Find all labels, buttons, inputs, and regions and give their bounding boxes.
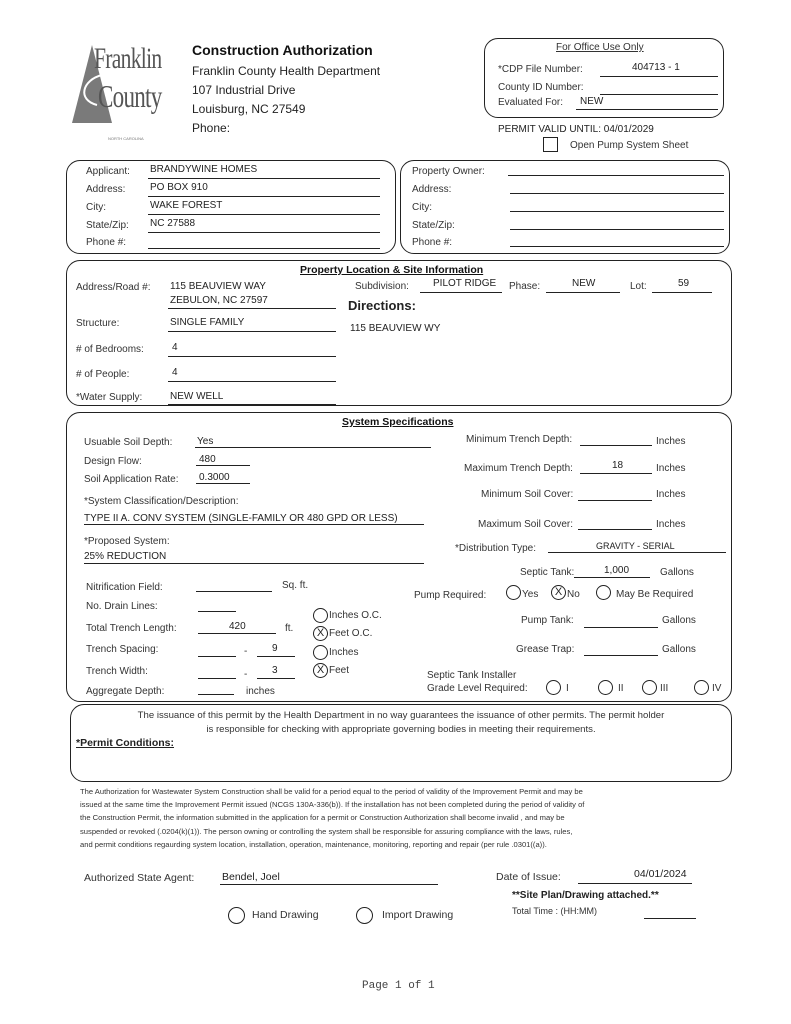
width-min-field[interactable] (198, 678, 236, 679)
nitrification-label: Nitrification Field: (86, 582, 163, 593)
max-trench-value: 18 (612, 460, 624, 471)
page-title: Construction Authorization (192, 42, 373, 58)
aggregate-unit: inches (246, 686, 275, 697)
date-label: Date of Issue: (496, 871, 561, 883)
agent-value: Bendel, Joel (222, 871, 280, 883)
proposed-value: 25% REDUCTION (84, 551, 167, 562)
installer-label-2: Grade Level Required: (427, 683, 528, 694)
directions-label: Directions: (348, 298, 416, 313)
pump-no-label: No (567, 589, 580, 600)
trench-length-unit: ft. (285, 623, 294, 634)
evaluated-label: Evaluated For: (498, 97, 564, 108)
pump-no-radio[interactable] (551, 585, 566, 600)
pump-maybe-radio[interactable] (596, 585, 611, 600)
open-pump-checkbox[interactable] (543, 137, 558, 152)
system-section-title: System Specifications (342, 416, 454, 428)
phase-label: Phase: (509, 281, 541, 292)
width-dash: - (244, 669, 248, 680)
distribution-value: GRAVITY - SERIAL (596, 541, 675, 551)
property-section-title: Property Location & Site Information (300, 264, 484, 276)
legal-line: The Authorization for Wastewater System Construction shall be valid for a period equal to the period of validity of the Improvement Permit and may be (80, 787, 583, 796)
width-max-value: 3 (272, 665, 278, 676)
evaluated-field[interactable] (576, 109, 718, 110)
min-cover-field[interactable] (578, 500, 652, 501)
applicant-statezip-field[interactable] (148, 232, 380, 233)
applicant-address-label: Address: (86, 184, 126, 195)
spacing-feet-oc-radio[interactable] (313, 626, 328, 641)
design-flow-label: Design Flow: (84, 456, 142, 467)
water-supply-value: NEW WELL (170, 391, 224, 402)
trench-length-label: Total Trench Length: (86, 623, 177, 634)
spacing-dash: - (244, 646, 248, 657)
installer-grade-1-radio[interactable] (546, 680, 561, 695)
applicant-field[interactable] (148, 178, 380, 179)
distribution-label: *Distribution Type: (455, 543, 536, 554)
spacing-feet-oc-label: Feet O.C. (329, 628, 373, 639)
max-cover-label: Maximum Soil Cover: (478, 519, 574, 530)
agent-label: Authorized State Agent: (84, 872, 195, 884)
owner-address-label: Address: (412, 184, 452, 195)
nitrification-field[interactable] (196, 591, 272, 592)
spacing-min-field[interactable] (198, 656, 236, 657)
owner-statezip-field[interactable] (510, 229, 724, 230)
road-field[interactable] (168, 308, 336, 309)
cdp-value: 404713 - 1 (632, 62, 680, 73)
aggregate-field[interactable] (198, 694, 234, 695)
max-trench-field[interactable] (580, 473, 652, 474)
structure-label: Structure: (76, 318, 120, 329)
permit-valid-until: PERMIT VALID UNTIL: 04/01/2029 (498, 124, 654, 135)
width-feet-radio[interactable] (313, 663, 328, 678)
max-cover-field[interactable] (578, 529, 652, 530)
date-value: 04/01/2024 (634, 868, 687, 880)
owner-city-label: City: (412, 202, 432, 213)
min-cover-unit: Inches (656, 489, 686, 500)
grease-trap-label: Grease Trap: (516, 644, 575, 655)
applicant-city-label: City: (86, 202, 106, 213)
soil-depth-label: Usuable Soil Depth: (84, 437, 173, 448)
applicant-label: Applicant: (86, 166, 130, 177)
drain-lines-label: No. Drain Lines: (86, 601, 158, 612)
owner-phone-field[interactable] (510, 246, 724, 247)
department-city: Louisburg, NC 27549 (192, 102, 306, 116)
grease-trap-unit: Gallons (662, 644, 696, 655)
soil-depth-value: Yes (197, 436, 214, 447)
road-label: Address/Road #: (76, 282, 151, 293)
site-plan-note: **Site Plan/Drawing attached.** (512, 890, 659, 901)
county-id-field[interactable] (600, 94, 718, 95)
septic-tank-value: 1,000 (604, 565, 630, 576)
selected-mark: X (554, 586, 563, 598)
applicant-phone-field[interactable] (148, 248, 380, 249)
distribution-field[interactable] (548, 552, 726, 553)
legal-line: suspended or revoked (.0204(k)(1)). The person owning or controlling the system shall be responsible for assuring compliance with the laws, rules, (80, 826, 573, 836)
import-drawing-radio[interactable] (356, 907, 373, 924)
owner-label: Property Owner: (412, 166, 485, 177)
water-supply-label: *Water Supply: (76, 392, 143, 403)
cdp-label: *CDP File Number: (498, 64, 583, 75)
legal-line: and permit conditions regaurding system location, installation, operation, maintenance, monitoring, reporting and repair (per rule .0301((a)). (80, 839, 547, 849)
bedrooms-field[interactable] (168, 356, 336, 357)
pump-required-label: Pump Required: (414, 590, 487, 601)
classification-value: TYPE II A. CONV SYSTEM (SINGLE-FAMILY OR 480 GPD OR LESS) (84, 513, 398, 524)
min-trench-field[interactable] (580, 445, 652, 446)
directions-value: 115 BEAUVIEW WY (350, 323, 441, 334)
department-phone-label: Phone: (192, 121, 231, 135)
applicant-statezip-label: State/Zip: (86, 220, 129, 231)
selected-mark: X (316, 664, 325, 676)
applicant-address-field[interactable] (148, 196, 380, 197)
logo-line1: Franklin (94, 42, 162, 75)
pump-yes-radio[interactable] (506, 585, 521, 600)
owner-field[interactable] (508, 175, 724, 176)
agent-field[interactable] (220, 884, 438, 885)
pump-yes-label: Yes (522, 589, 539, 600)
subdivision-field[interactable] (420, 292, 502, 293)
date-field[interactable] (578, 883, 692, 884)
aggregate-label: Aggregate Depth: (86, 686, 165, 697)
applicant-statezip-value: NC 27588 (150, 218, 196, 229)
septic-tank-unit: Gallons (660, 567, 694, 578)
spacing-label: Trench Spacing: (86, 644, 159, 655)
bedrooms-value: 4 (172, 342, 178, 353)
hand-drawing-label: Hand Drawing (252, 909, 319, 921)
conditions-notice-1: The issuance of this permit by the Health Department in no way guarantees the issuance of other permits. The permit holder (137, 710, 665, 721)
soil-rate-label: Soil Application Rate: (84, 474, 179, 485)
legal-line: the Construction Permit, the information submitted in the application for a permit or Construction Authorization shall become invalid , and may be (80, 813, 565, 823)
import-drawing-label: Import Drawing (382, 909, 454, 921)
installer-grade-2-label: II (618, 683, 624, 694)
lot-field[interactable] (652, 292, 712, 293)
applicant-city-value: WAKE FOREST (150, 200, 223, 211)
installer-grade-2-radio[interactable] (598, 680, 613, 695)
spacing-max-value: 9 (272, 643, 278, 654)
applicant-phone-label: Phone #: (86, 237, 127, 248)
classification-label: *System Classification/Description: (84, 496, 239, 507)
applicant-city-field[interactable] (148, 214, 380, 215)
applicant-value: BRANDYWINE HOMES (150, 164, 258, 175)
water-supply-field[interactable] (168, 404, 336, 405)
soil-rate-value: 0.3000 (199, 472, 230, 483)
conditions-notice-2: is responsible for checking with appropriate governing bodies in meeting their requirements. (206, 724, 596, 735)
total-time-field[interactable] (644, 918, 696, 919)
structure-field[interactable] (168, 331, 336, 332)
width-max-field[interactable] (257, 678, 295, 679)
design-flow-value: 480 (199, 454, 216, 465)
total-time-label: Total Time : (HH:MM) (512, 906, 598, 916)
road-line1: 115 BEAUVIEW WAY (170, 281, 266, 292)
evaluated-value: NEW (580, 96, 604, 107)
width-inches-radio[interactable] (313, 645, 328, 660)
owner-statezip-label: State/Zip: (412, 220, 455, 231)
owner-address-field[interactable] (510, 193, 724, 194)
logo-tagline: NORTH CAROLINA (108, 136, 144, 141)
soil-depth-field[interactable] (195, 447, 431, 448)
width-inches-label: Inches (329, 647, 359, 658)
people-value: 4 (172, 367, 178, 378)
cdp-field[interactable] (600, 76, 718, 77)
installer-label-1: Septic Tank Installer (427, 670, 517, 681)
max-cover-unit: Inches (656, 519, 686, 530)
lot-label: Lot: (630, 281, 647, 292)
open-pump-label: Open Pump System Sheet (570, 140, 689, 151)
proposed-label: *Proposed System: (84, 536, 170, 547)
phase-field[interactable] (546, 292, 620, 293)
trench-length-value: 420 (229, 621, 246, 632)
septic-tank-field[interactable] (574, 577, 650, 578)
design-flow-field[interactable] (196, 465, 250, 466)
min-trench-unit: Inches (656, 436, 686, 447)
installer-grade-4-label: IV (712, 683, 722, 694)
pump-tank-field[interactable] (584, 627, 658, 628)
page-number: Page 1 of 1 (362, 980, 435, 992)
road-line2: ZEBULON, NC 27597 (170, 295, 268, 306)
legal-text (80, 785, 700, 851)
permit-conditions-label: *Permit Conditions: (76, 737, 175, 749)
nitrification-unit: Sq. ft. (282, 580, 309, 591)
proposed-field[interactable] (84, 563, 424, 564)
max-trench-unit: Inches (656, 463, 686, 474)
subdivision-value: PILOT RIDGE (433, 278, 497, 289)
office-use-title: For Office Use Only (556, 42, 644, 53)
department-name: Franklin County Health Department (192, 64, 381, 78)
spacing-inches-oc-radio[interactable] (313, 608, 328, 623)
min-cover-label: Minimum Soil Cover: (481, 489, 574, 500)
legal-line: issued at the same time the Improvement Permit issued (NCGS 130A-336(b)). If the installation has not been completed during the period of validity of (80, 800, 585, 810)
min-trench-label: Minimum Trench Depth: (466, 434, 573, 445)
department-street: 107 Industrial Drive (192, 83, 296, 97)
installer-grade-3-radio[interactable] (642, 680, 657, 695)
installer-grade-3-label: III (660, 683, 669, 694)
county-id-label: County ID Number: (498, 82, 584, 93)
septic-tank-label: Septic Tank: (520, 567, 575, 578)
bedrooms-label: # of Bedrooms: (76, 344, 144, 355)
soil-rate-field[interactable] (196, 483, 250, 484)
trench-length-field[interactable] (198, 633, 276, 634)
lot-value: 59 (678, 278, 690, 289)
grease-trap-field[interactable] (584, 655, 658, 656)
logo-line2: County (98, 78, 162, 114)
classification-field[interactable] (84, 524, 424, 525)
installer-grade-4-radio[interactable] (694, 680, 709, 695)
drain-lines-field[interactable] (198, 611, 236, 612)
pump-tank-unit: Gallons (662, 615, 696, 626)
owner-city-field[interactable] (510, 211, 724, 212)
owner-phone-label: Phone #: (412, 237, 453, 248)
applicant-address-value: PO BOX 910 (150, 182, 208, 193)
installer-grade-1-label: I (566, 683, 569, 694)
pump-tank-label: Pump Tank: (521, 615, 574, 626)
people-label: # of People: (76, 369, 130, 380)
trench-width-label: Trench Width: (86, 666, 148, 677)
pump-maybe-label: May Be Required (616, 589, 694, 600)
structure-value: SINGLE FAMILY (170, 317, 245, 328)
spacing-inches-oc-label: Inches O.C. (329, 610, 382, 621)
max-trench-label: Maximum Trench Depth: (464, 463, 573, 474)
people-field[interactable] (168, 381, 336, 382)
phase-value: NEW (572, 278, 596, 289)
franklin-county-logo (70, 40, 180, 150)
subdivision-label: Subdivision: (355, 281, 409, 292)
hand-drawing-radio[interactable] (228, 907, 245, 924)
spacing-max-field[interactable] (257, 656, 295, 657)
selected-mark: X (316, 627, 325, 639)
width-feet-label: Feet (329, 665, 350, 676)
